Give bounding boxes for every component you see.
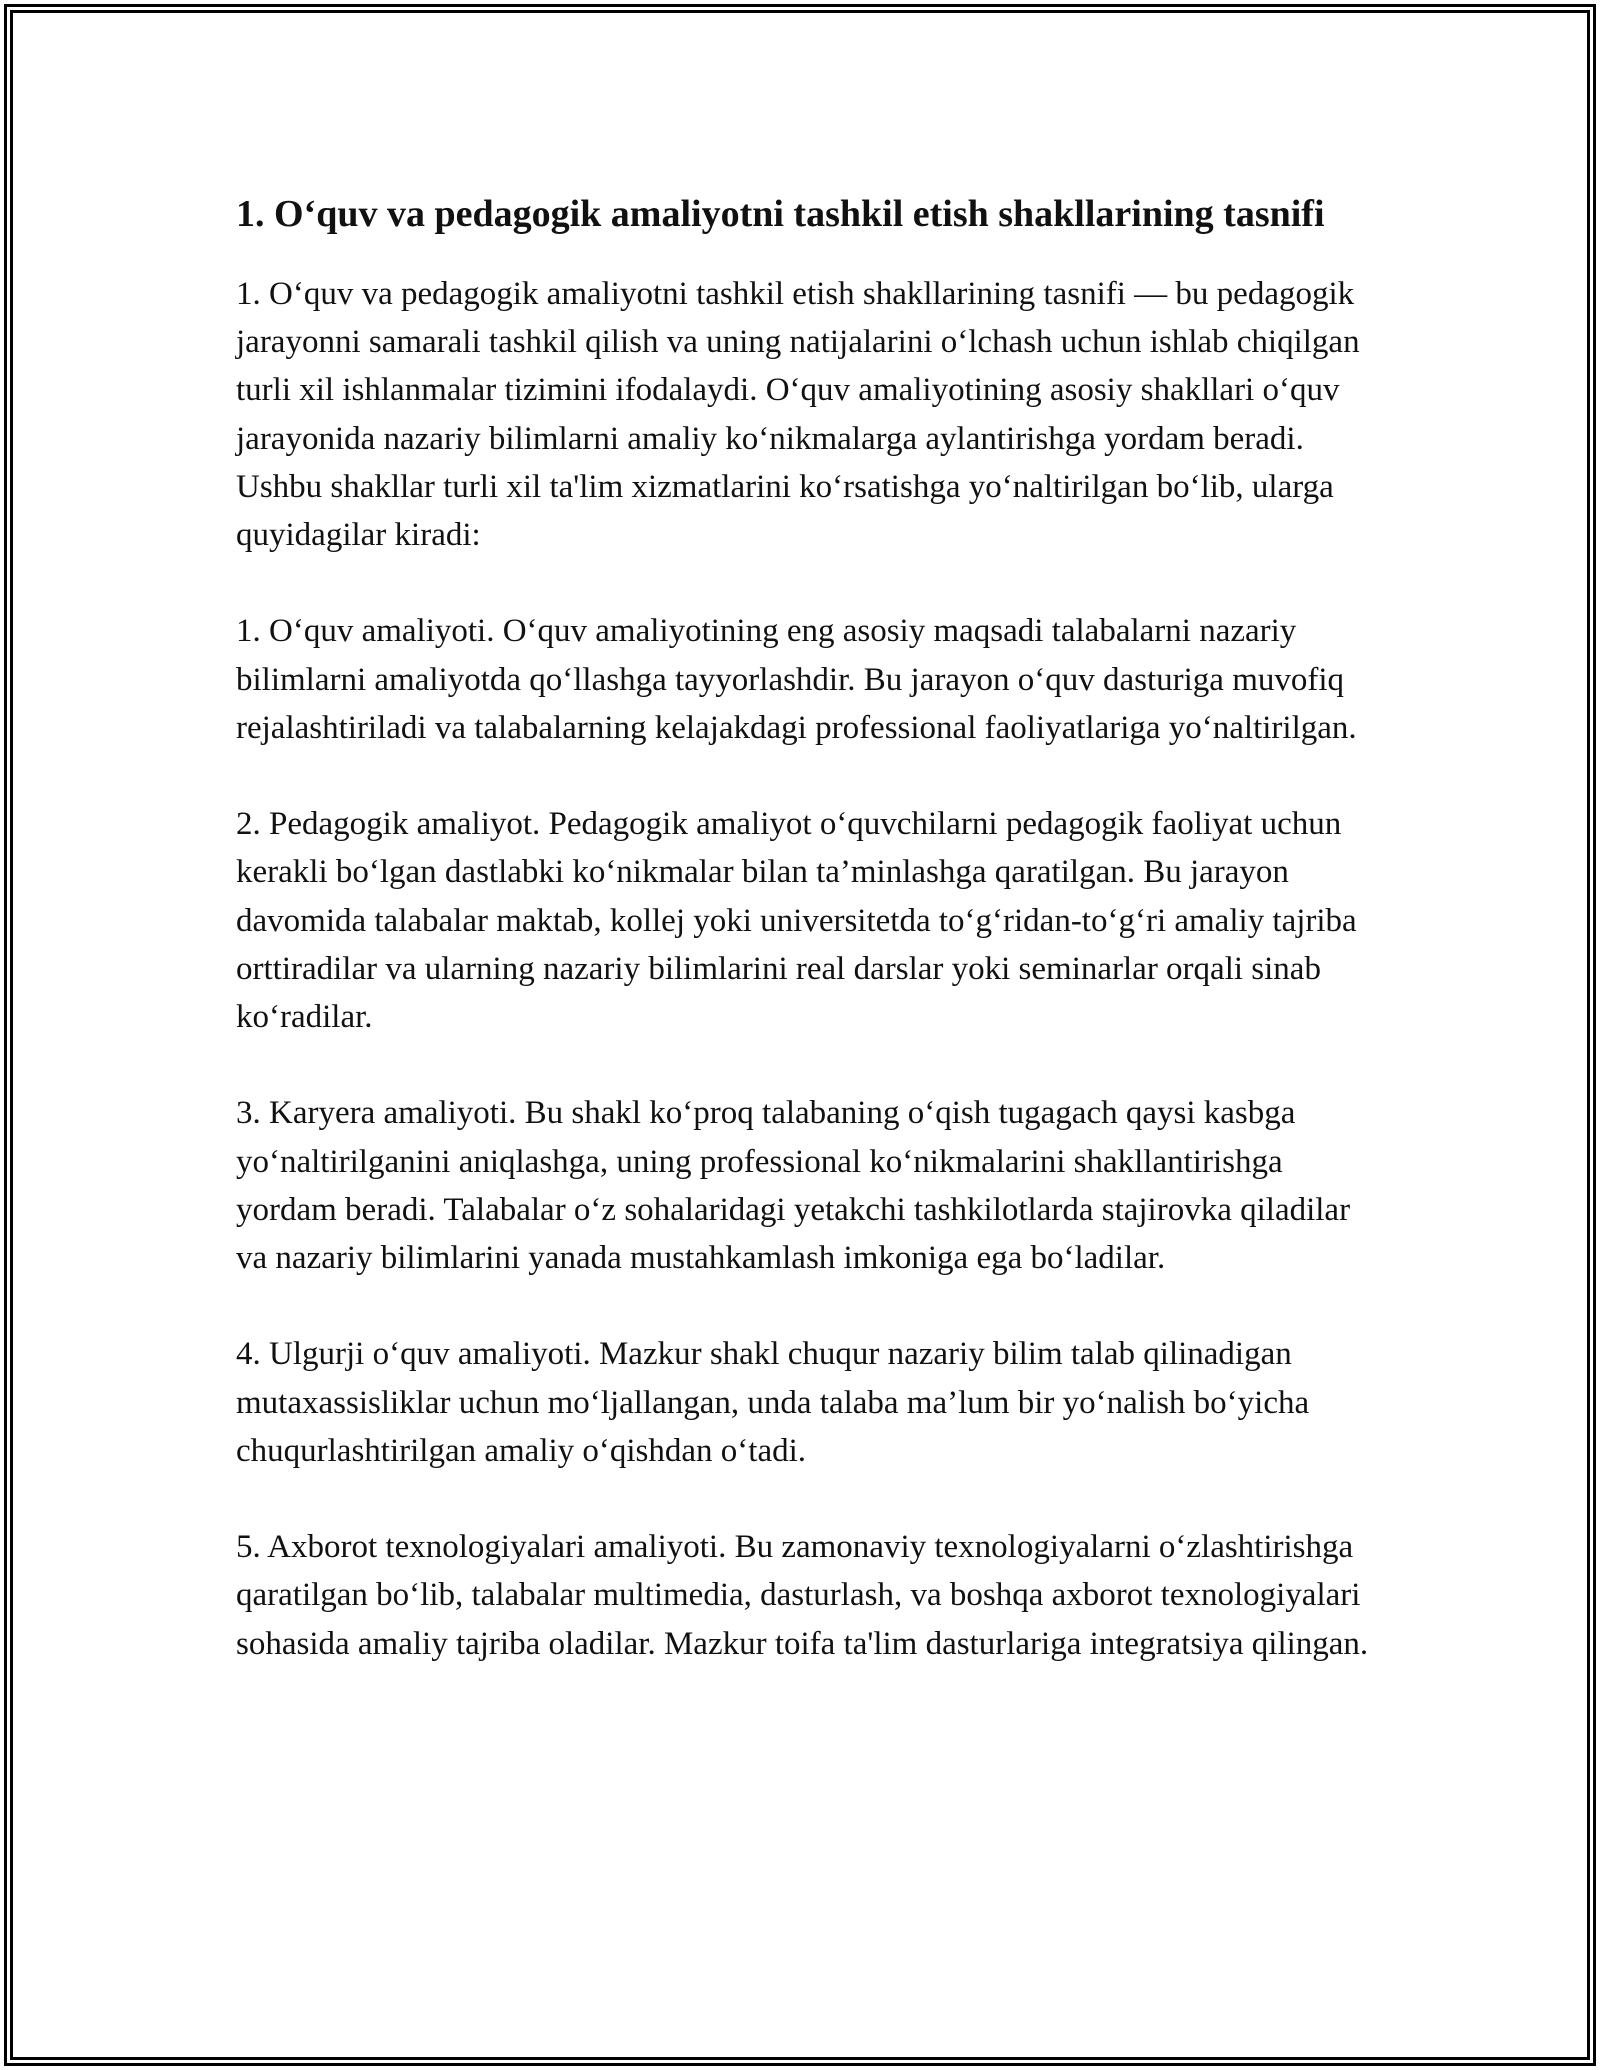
paragraph-intro: 1. O‘quv va pedagogik amaliyotni tashkil etish shakllarining tasnifi — bu pedagogik jarayonni samarali tashkil qilish va uning natijalarini o‘lchash uchun ishlab chiqilgan turli xil ishlanmalar tizimini ifodalaydi. O‘quv amaliyotining asosiy shakllari o‘quv jarayonida nazariy bilimlarni amaliy ko‘nikmalarga aylantirishga yordam beradi. Ushbu shakllar turli xil ta'lim xizmatlarini ko‘rsatishga yo‘naltirilgan bo‘lib, ularga quyidagilar kiradi: (236, 276, 1360, 554)
document-title: 1. O‘quv va pedagogik amaliyotni tashkil etish shakllarining tasnifi (236, 193, 1325, 235)
paragraph-karyera-amaliyoti: 3. Karyera amaliyoti. Bu shakl ko‘proq talabaning o‘qish tugagach qaysi kasbga yo‘naltirilganini aniqlashga, uning professional ko‘nikmalarini shakllantirishga yordam beradi. Talabalar o‘z sohalaridagi yetakchi tashkilotlarda stajirovka qiladilar va nazariy bilimlarini yanada mustahkamlash imkoniga ega bo‘ladilar. (236, 1095, 1351, 1277)
paragraph-oquv-amaliyoti: 1. O‘quv amaliyoti. O‘quv amaliyotining eng asosiy maqsadi talabalarni nazariy bilimlarni amaliyotda qo‘llashga tayyorlashdir. Bu jarayon o‘quv dasturiga muvofiq rejalashtiriladi va talabalarning kelajakdagi professional faoliyatlariga yo‘naltirilgan. (236, 613, 1357, 746)
document-body (236, 186, 1376, 1668)
paragraph-ulgurji-oquv-amaliyoti: 4. Ulgurji o‘quv amaliyoti. Mazkur shakl chuqur nazariy bilim talab qilinadigan mutaxassisliklar uchun mo‘ljallangan, unda talaba ma’lum bir yo‘nalish bo‘yicha chuqurlashtirilgan amaliy o‘qishdan o‘tadi. (236, 1336, 1310, 1469)
paragraph-pedagogik-amaliyot: 2. Pedagogik amaliyot. Pedagogik amaliyot o‘quvchilarni pedagogik faoliyat uchun kerakli bo‘lgan dastlabki ko‘nikmalar bilan ta’minlashga qaratilgan. Bu jarayon davomida talabalar maktab, kollej yoki universitetda to‘g‘ridan-to‘g‘ri amaliy tajriba orttiradilar va ularning nazariy bilimlarini real darslar yoki seminarlar orqali sinab ko‘radilar. (236, 806, 1357, 1036)
paragraph-axborot-texnologiyalari: 5. Axborot texnologiyalari amaliyoti. Bu zamonaviy texnologiyalarni o‘zlashtirishga qaratilgan bo‘lib, talabalar multimedia, dasturlash, va boshqa axborot texnologiyalari sohasida amaliy tajriba oladilar. Mazkur toifa ta'lim dasturlariga integratsiya qilingan. (236, 1529, 1369, 1662)
